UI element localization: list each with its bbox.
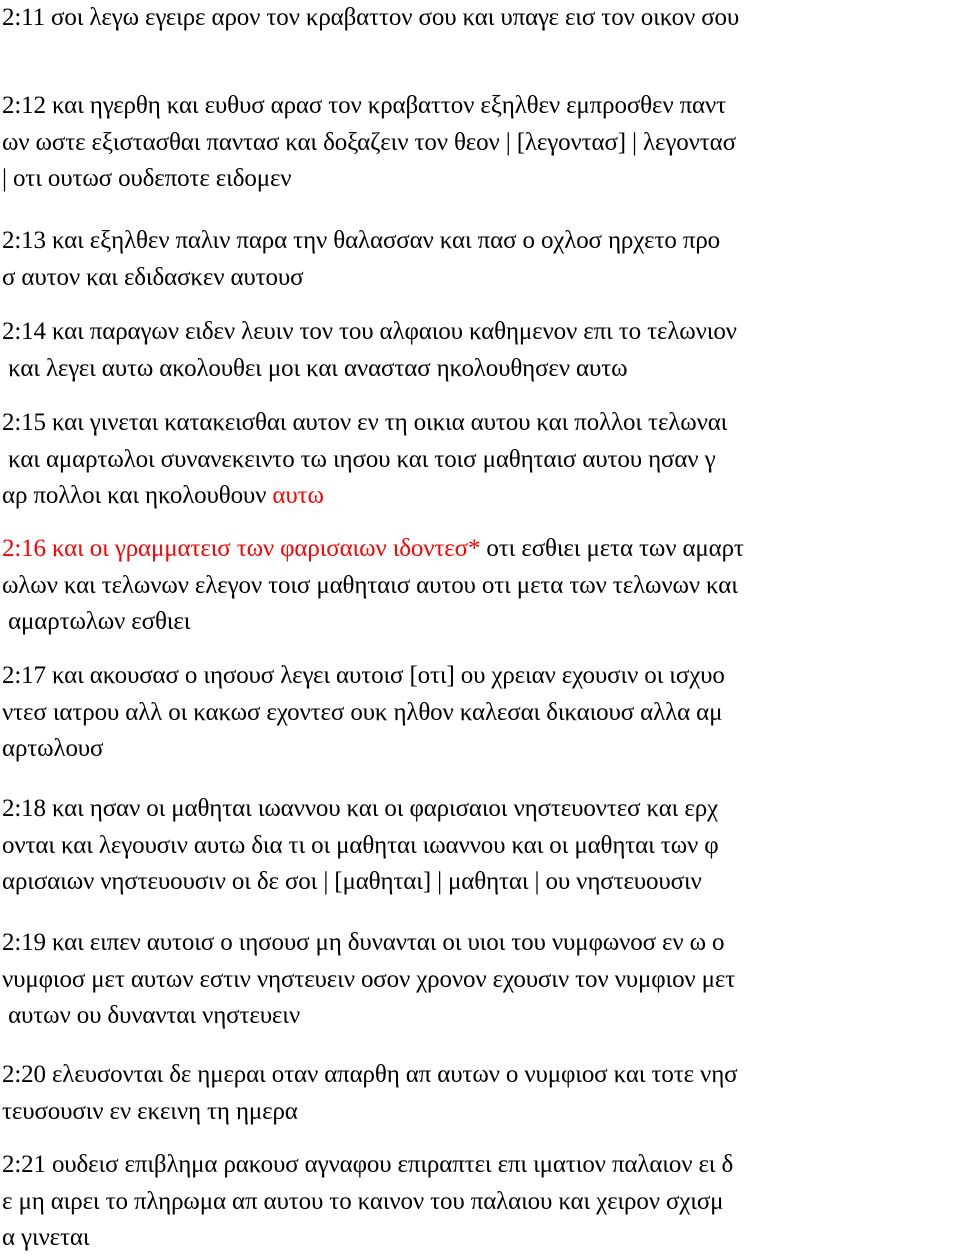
verse-line — [2, 604, 190, 640]
verse-text: ων ωστε εξιστασθαι παντασ και δοξαζειν τον θεον | [λεγοντασ] | λεγοντασ — [2, 128, 736, 156]
verse-text: 2:18 και ησαν οι μαθηται ιωαννου και οι φαρισαιοι νηστευοντεσ και ερχ — [2, 795, 718, 822]
verse-text: αμαρτωλων εσθιει — [2, 608, 191, 635]
verse-text: 2:19 και ειπεν αυτοισ ο ιησουσ μη δυνανται οι υιοι του νυμφωνοσ εν ω ο — [2, 929, 725, 956]
verse-text: 2:12 και ηγερθη και ευθυσ αρασ τον κραβαττον εξηλθεν εμπροσθεν παντ — [2, 92, 727, 119]
verse-text: αρισαιων νηστευουσιν οι δε σοι | [μαθηται] | μαθηται | ου νηστευουσιν — [2, 868, 702, 895]
verse-line — [2, 351, 627, 387]
verse-line — [2, 1057, 737, 1093]
verse-line — [2, 962, 735, 998]
verse-text: 2:11 σοι λεγω εγειρε αρον τον κραβαττον σου και υπαγε εισ τον οικον σου — [2, 4, 740, 31]
verse-line — [2, 405, 727, 441]
verse-line — [2, 1094, 298, 1130]
verse-text: 2:14 και παραγων ειδεν λευιν τον του αλφαιου καθημενον επι το τελωνιον — [2, 318, 737, 345]
verse-line — [2, 925, 724, 961]
verse-line — [2, 695, 722, 731]
verse-line — [2, 478, 324, 514]
verse-line — [2, 568, 738, 604]
verse-text: οτι εσθιει μετα των αμαρτ — [480, 535, 744, 562]
verse-text: και αμαρτωλοι συνανεκειντο τω ιησου και τοισ μαθηταισ αυτου ησαν γ — [2, 445, 716, 473]
verse-text: αρτωλουσ — [2, 735, 104, 762]
verse-text: ε μη αιρει το πληρωμα απ αυτου το καινον του παλαιου και χειρον σχισμ — [2, 1187, 724, 1215]
verse-text: τευσουσιν εν εκεινη τη ημερα — [2, 1097, 298, 1125]
verse-line — [2, 1220, 89, 1256]
verse-text: αυτων ου δυνανται νηστευειν — [2, 1002, 300, 1029]
verse-line — [2, 998, 300, 1034]
verse-line — [2, 1184, 723, 1220]
verse-line — [2, 531, 744, 567]
verse-line — [2, 442, 715, 478]
verse-text: ωλων και τελωνων ελεγον τοισ μαθηταισ αυτου οτι μετα των τελωνων και — [2, 571, 738, 599]
highlighted-text: 2:16 και οι γραμματεισ των φαρισαιων ιδοντεσ* — [2, 535, 481, 562]
verse-text: ντεσ ιατρου αλλ οι κακωσ εχοντεσ ουκ ηλθον καλεσαι δικαιουσ αλλα αμ — [2, 698, 723, 726]
verse-line — [2, 731, 103, 767]
verse-text: σ αυτον και εδιδασκεν αυτουσ — [2, 263, 304, 291]
verse-text: και λεγει αυτω ακολουθει μοι και αναστασ ηκολουθησεν αυτω — [2, 354, 628, 382]
verse-line — [2, 864, 702, 900]
verse-line — [2, 125, 736, 161]
verse-text: 2:15 και γινεται κατακεισθαι αυτον εν τη οικια αυτου και πολλοι τελωναι — [2, 409, 728, 436]
verse-line — [2, 314, 737, 350]
verse-text: | οτι ουτωσ ουδεποτε ειδομεν — [2, 165, 292, 192]
verse-text: 2:13 και εξηλθεν παλιν παρα την θαλασσαν και πασ ο οχλοσ ηρχετο προ — [2, 227, 721, 254]
highlighted-text: αυτω — [272, 482, 324, 509]
verse-line — [2, 1147, 733, 1183]
verse-line — [2, 161, 291, 197]
verse-text: 2:20 ελευσονται δε ημεραι οταν απαρθη απ αυτων ο νυμφιοσ και τοτε νησ — [2, 1061, 738, 1088]
verse-text: α γινεται — [2, 1224, 90, 1251]
verse-line — [2, 828, 719, 864]
verse-line — [2, 88, 726, 124]
verse-line — [2, 791, 718, 827]
verse-text: αρ πολλοι και ηκολουθουν — [2, 482, 273, 509]
verse-line — [2, 658, 725, 694]
verse-text: νυμφιοσ μετ αυτων εστιν νηστευειν οσον χρονον εχουσιν τον νυμφιον μετ — [2, 965, 736, 993]
verse-line — [2, 223, 720, 259]
verse-text: 2:21 ουδεισ επιβλημα ρακουσ αγναφου επιραπτει επι ιματιον παλαιον ει δ — [2, 1151, 734, 1178]
verse-line — [2, 0, 739, 36]
verse-text: ονται και λεγουσιν αυτω δια τι οι μαθηται ιωαννου και οι μαθηται των φ — [2, 831, 719, 859]
verse-line — [2, 260, 303, 296]
verse-text: 2:17 και ακουσασ ο ιησουσ λεγει αυτοισ [οτι] ου χρειαν εχουσιν οι ισχυο — [2, 662, 725, 689]
